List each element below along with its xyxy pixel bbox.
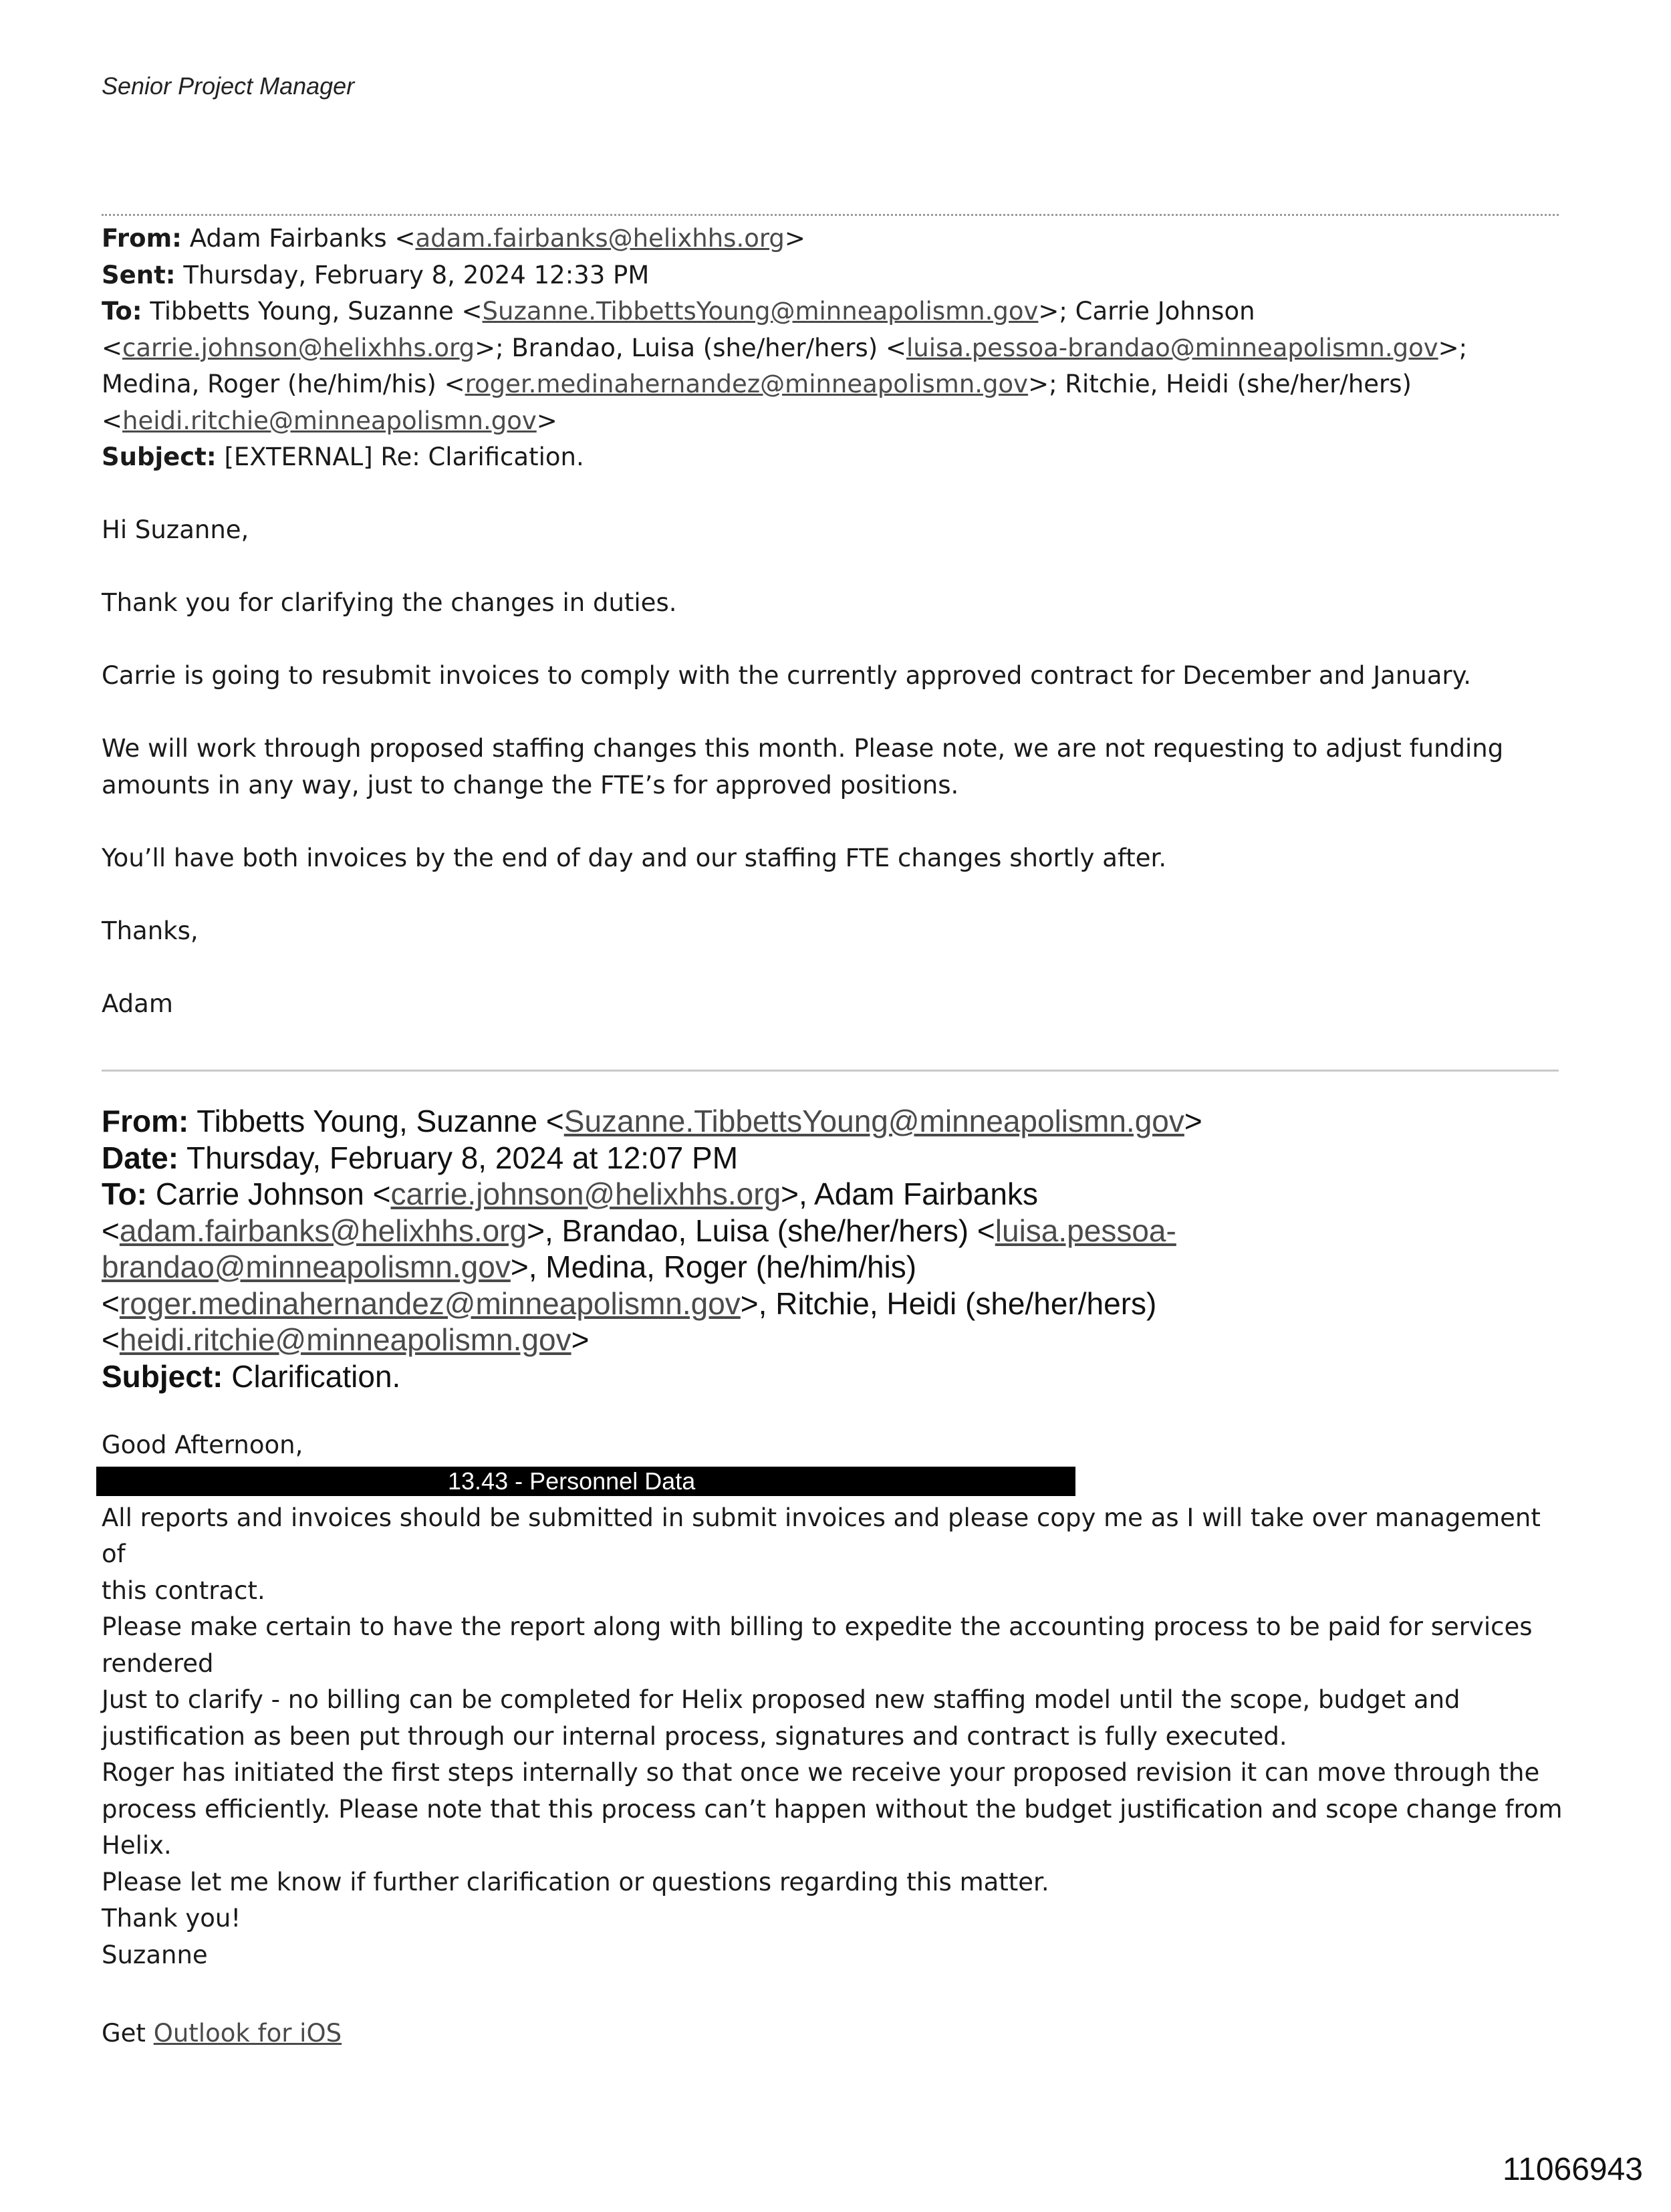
- to-recipient-email-link[interactable]: luisa.pessoa-brandao@minneapolismn.gov: [906, 333, 1438, 362]
- email1-paragraph-4: You’ll have both invoices by the end of day and our staffing FTE changes shortly after.: [102, 843, 1167, 872]
- email2-line: [102, 1500, 1572, 1610]
- email2-line: [102, 1755, 1572, 1864]
- to-recipient-name: Ritchie, Heidi (she/her/hers): [1065, 370, 1412, 398]
- bates-number: 11066943: [1503, 2152, 1643, 2187]
- paragraph-line: We will work through proposed staffing changes this month. Please note, we are not requesting to adjust funding: [102, 734, 1504, 763]
- signature-title: Senior Project Manager: [102, 72, 355, 100]
- email-separator-middle: [102, 1070, 1559, 1072]
- paragraph-line: Just to clarify - no billing can be completed for Helix proposed new staffing model until the scope, budget and: [102, 1685, 1460, 1714]
- to-recipient-name: Brandao, Luisa (she/her/hers): [561, 1213, 969, 1248]
- paragraph-line: process efficiently. Please note that this process can’t happen without the budget justification and scope change from: [102, 1794, 1563, 1824]
- date-value: Thursday, February 8, 2024 at 12:07 PM: [186, 1140, 739, 1175]
- subject-label: Subject:: [102, 1358, 223, 1394]
- email1-paragraph-2: Carrie is going to resubmit invoices to comply with the currently approved contract for December and January.: [102, 661, 1471, 690]
- redaction-bar: 13.43 - Personnel Data: [96, 1467, 1075, 1496]
- from-label: From:: [102, 224, 182, 253]
- to-recipient-name: Tibbetts Young, Suzanne: [150, 297, 454, 326]
- subject-label: Subject:: [102, 443, 217, 471]
- email1-sent-line: [102, 257, 1572, 294]
- from-email-link[interactable]: adam.fairbanks@helixhhs.org: [415, 224, 785, 253]
- email2-line: [102, 1682, 1572, 1755]
- outlook-for-ios-link[interactable]: Outlook for iOS: [153, 2019, 342, 2048]
- to-recipient-email-link[interactable]: carrie.johnson@helixhhs.org: [122, 333, 475, 362]
- paragraph-line: All reports and invoices should be submitted in submit invoices and please copy me as I will take over management of: [102, 1503, 1541, 1568]
- to-recipient-name: Carrie Johnson: [1075, 297, 1255, 326]
- to-recipient-email-link[interactable]: heidi.ritchie@minneapolismn.gov: [122, 406, 537, 435]
- to-recipient-name: Medina, Roger (he/him/his): [102, 370, 436, 398]
- paragraph-line: Helix.: [102, 1831, 172, 1860]
- to-recipient-email-link[interactable]: carrie.johnson@helixhhs.org: [390, 1177, 781, 1211]
- to-recipient-email-link[interactable]: luisa.pessoa-: [995, 1213, 1176, 1248]
- footer-get-text: Get: [102, 2019, 146, 2048]
- email2-signoff: Suzanne: [102, 1940, 208, 1969]
- to-recipient-email-link[interactable]: roger.medinahernandez@minneapolismn.gov: [119, 1285, 741, 1321]
- paragraph-line: justification as been put through our internal process, signatures and contract is fully executed.: [102, 1721, 1287, 1751]
- to-recipient-name: Brandao, Luisa (she/her/hers): [511, 333, 878, 362]
- email1-subject-line: [102, 439, 1572, 476]
- email1-paragraph-1: Thank you for clarifying the changes in duties.: [102, 588, 677, 617]
- to-recipient-email-link[interactable]: roger.medinahernandez@minneapolismn.gov: [465, 370, 1029, 398]
- email1-signoff: Adam: [102, 989, 173, 1018]
- to-recipient-name: Carrie Johnson: [155, 1177, 364, 1211]
- paragraph-line: Please make certain to have the report along with billing to expedite the accounting process to be paid for services: [102, 1612, 1533, 1641]
- email2-line: [102, 1609, 1572, 1682]
- email2-from-line: From: Tibbetts Young, Suzanne <Suzanne.TibbettsYoung@minneapolismn.gov>: [102, 1104, 1202, 1138]
- original-email-header: [102, 1103, 1572, 1394]
- original-email-body: [102, 1427, 1572, 1973]
- email1-from-line: From: Adam Fairbanks <adam.fairbanks@helixhhs.org>: [102, 224, 805, 253]
- to-recipient-email-link[interactable]: heidi.ritchie@minneapolismn.gov: [119, 1322, 571, 1357]
- to-label: To:: [102, 1177, 148, 1211]
- email1-paragraph-3: [102, 731, 1572, 804]
- email2-line: Please let me know if further clarification or questions regarding this matter.: [102, 1867, 1049, 1896]
- email1-greeting: Hi Suzanne,: [102, 515, 249, 544]
- to-recipient-email-link[interactable]: Suzanne.TibbettsYoung@minneapolismn.gov: [482, 297, 1039, 326]
- email-separator-top: [102, 214, 1559, 216]
- from-name: Adam Fairbanks: [189, 224, 387, 253]
- from-label: From:: [102, 1104, 189, 1138]
- to-recipient-email-link[interactable]: brandao@minneapolismn.gov: [102, 1249, 511, 1284]
- email2-subject-line: [102, 1358, 1572, 1395]
- email1-to-line: To: Tibbetts Young, Suzanne <Suzanne.TibbettsYoung@minneapolismn.gov>; Carrie Johnson <carrie.johnson@helixhhs.org>; Brandao, Luisa (she/her/hers) <luisa.pessoa-brandao@minneapolismn.gov>; Medina, Roger (he/him/his) <roger.medinahernandez@minneapolismn.gov>; Ritchie, Heidi (she/her/hers) <heidi.ritchie@minneapolismn.gov>: [102, 297, 1468, 435]
- sent-value: Thursday, February 8, 2024 12:33 PM: [183, 260, 650, 289]
- to-label: To:: [102, 297, 142, 326]
- email2-date-line: [102, 1140, 1572, 1177]
- email2-to-line: To: Carrie Johnson <carrie.johnson@helixhhs.org>, Adam Fairbanks <adam.fairbanks@helixhhs.org>, Brandao, Luisa (she/her/hers) <luisa.pessoa- brandao@minneapolismn.gov>, Medina, Roger (he/him/his) <roger.medinahernandez@minneapolismn.gov>, Ritchie, Heidi (she/her/hers) <heidi.ritchie@minneapolismn.gov>: [102, 1177, 1176, 1357]
- email1-closing: Thanks,: [102, 916, 199, 945]
- to-recipient-email-link[interactable]: adam.fairbanks@helixhhs.org: [119, 1213, 527, 1248]
- paragraph-line: Roger has initiated the first steps internally so that once we receive your proposed revision it can move through the: [102, 1758, 1540, 1787]
- paragraph-line: rendered: [102, 1648, 214, 1678]
- from-email-link[interactable]: Suzanne.TibbettsYoung@minneapolismn.gov: [563, 1104, 1184, 1138]
- date-label: Date:: [102, 1140, 179, 1175]
- email2-thanks: Thank you!: [102, 1904, 241, 1933]
- subject-value: Clarification.: [231, 1358, 401, 1394]
- subject-value: [EXTERNAL] Re: Clarification.: [224, 443, 584, 471]
- email2-greeting: Good Afternoon,: [102, 1431, 303, 1459]
- outlook-footer: [102, 2019, 342, 2048]
- paragraph-line: amounts in any way, just to change the FTE’s for approved positions.: [102, 770, 959, 800]
- to-recipient-name: Medina, Roger (he/him/his): [545, 1249, 917, 1284]
- to-recipient-name: Adam Fairbanks: [814, 1177, 1038, 1211]
- paragraph-line: this contract.: [102, 1576, 265, 1605]
- sent-label: Sent:: [102, 260, 176, 289]
- email-reply: [102, 221, 1572, 1022]
- to-recipient-name: Ritchie, Heidi (she/her/hers): [775, 1285, 1157, 1321]
- from-name: Tibbetts Young, Suzanne: [197, 1104, 538, 1138]
